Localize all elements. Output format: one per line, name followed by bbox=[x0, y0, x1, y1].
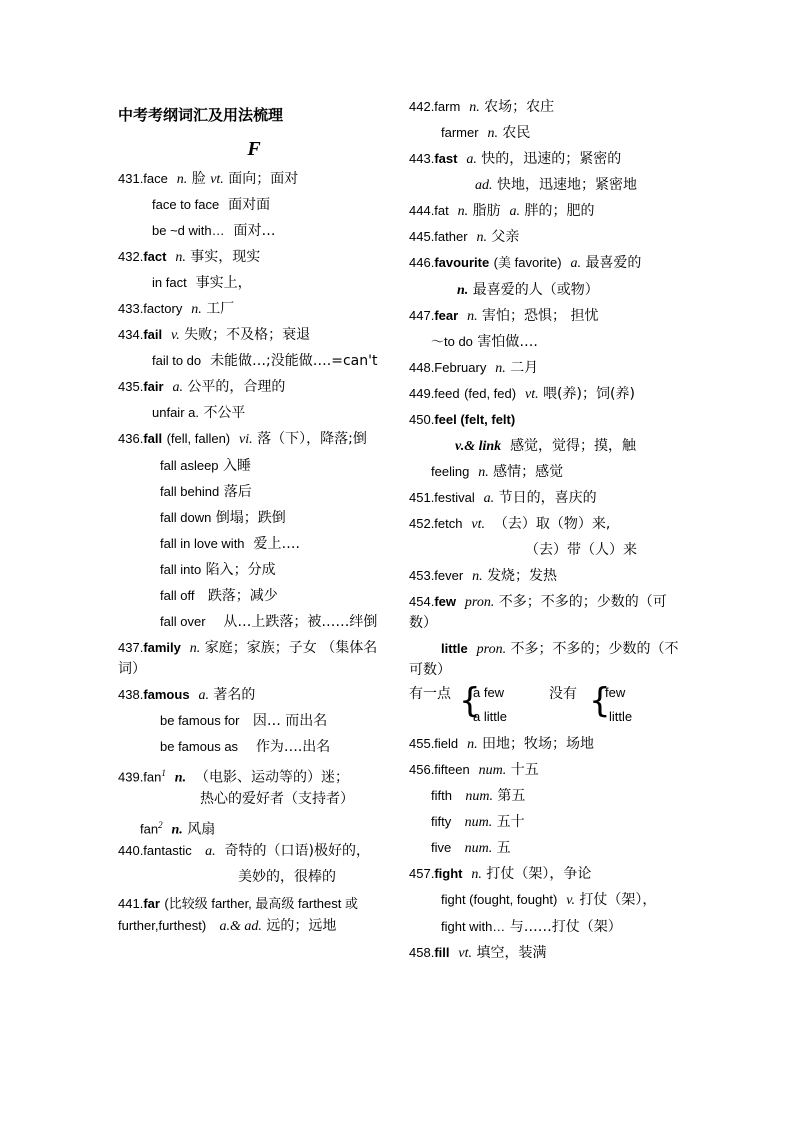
entry-432: 432.fact n. 事实，现实 bbox=[118, 249, 261, 265]
entry-454-sub: little pron. 不多；不多的；少数的（不可数） bbox=[409, 641, 679, 678]
brace-right-icon: { bbox=[589, 681, 611, 721]
entry-450-sub: feeling n. 感情；感觉 bbox=[431, 464, 564, 480]
entry-435: 435.fair a. 公平的，合理的 bbox=[118, 379, 286, 395]
entry-441: 441.far (比较级 farther, 最高级 farthest 或 further,furthest) a.& ad. 远的；远地 bbox=[118, 896, 358, 934]
brace-left-icon: { bbox=[459, 681, 481, 721]
entry-433: 433.factory n. 工厂 bbox=[118, 301, 235, 317]
entry-431-sub: face to face 面对面 bbox=[152, 197, 271, 213]
entry-453: 453.fever n. 发烧；发热 bbox=[409, 568, 558, 584]
entry-456-sub: fifty num. 五十 bbox=[431, 814, 525, 830]
entry-438-sub: be famous as 作为….出名 bbox=[160, 739, 331, 755]
entry-437: 437.family n. 家庭；家族；子女 （集体名词） bbox=[118, 640, 378, 677]
entry-444: 444.fat n. 脂肪 a. 胖的；肥的 bbox=[409, 203, 595, 219]
entry-434: 434.fail v. 失败；不及格；衰退 bbox=[118, 327, 311, 343]
entry-436-sub: fall off 跌落；减少 bbox=[160, 588, 278, 604]
entry-445: 445.father n. 父亲 bbox=[409, 229, 520, 245]
entry-435-sub: unfair a. 不公平 bbox=[152, 405, 246, 421]
entry-442: 442.farm n. 农场；农庄 bbox=[409, 99, 555, 115]
entry-454: 454.few pron. 不多；不多的；少数的（可数） bbox=[409, 594, 667, 631]
entry-436-sub: fall behind 落后 bbox=[160, 484, 252, 500]
entry-436: 436.fall (fell, fallen) vi. 落（下），降落;倒 bbox=[118, 431, 367, 447]
entry-456: 456.fifteen num. 十五 bbox=[409, 762, 539, 778]
entry-449: 449.feed (fed, fed) vt. 喂(养)；饲(养) bbox=[409, 386, 635, 402]
word-a-little: a little bbox=[473, 709, 507, 724]
entry-439-sub: fan$^2$ n. 风扇 bbox=[140, 820, 216, 838]
entry-456-sub: fifth num. 第五 bbox=[431, 788, 526, 804]
entry-436-sub: fall into 陷入；分成 bbox=[160, 562, 276, 578]
entry-448: 448.February n. 二月 bbox=[409, 360, 539, 376]
entry-431-sub: be ~d with… 面对… bbox=[152, 223, 276, 239]
entry-452: 452.fetch vt. （去）取（物）来, bbox=[409, 516, 611, 532]
entry-457-sub: fight with… 与……打仗（架） bbox=[441, 919, 622, 935]
word-few: few bbox=[605, 685, 626, 700]
entry-439-cont: 热心的爱好者（支持者） bbox=[200, 791, 354, 807]
label-none: 没有 bbox=[549, 686, 577, 702]
entry-438-sub: be famous for 因… 而出名 bbox=[160, 713, 328, 729]
section-letter: F bbox=[247, 138, 261, 160]
entry-431: 431.face n. 脸 vt. 面向；面对 bbox=[118, 171, 299, 187]
entry-452-cont: （去）带（人）来 bbox=[525, 542, 637, 558]
entry-443: 443.fast a. 快的，迅速的；紧密的 bbox=[409, 151, 622, 167]
entry-436-sub: fall down 倒塌；跌倒 bbox=[160, 510, 286, 526]
entry-457: 457.fight n. 打仗（架），争论 bbox=[409, 866, 592, 882]
word-little: little bbox=[609, 709, 633, 724]
entry-446-sub: n. 最喜爱的人（或物） bbox=[457, 282, 599, 298]
entry-458: 458.fill vt. 填空，装满 bbox=[409, 945, 547, 961]
entry-438: 438.famous a. 著名的 bbox=[118, 687, 256, 703]
page-title: 中考考纲词汇及用法梳理 bbox=[118, 106, 284, 124]
entry-456-sub: five num. 五 bbox=[431, 840, 511, 856]
few-little-brace-table bbox=[409, 683, 681, 731]
entry-447-sub: ～to do 害怕做…. bbox=[431, 334, 538, 350]
entry-447: 447.fear n. 害怕；恐惧； 担忧 bbox=[409, 308, 599, 324]
entry-436-sub: fall over 从…上跌落；被……绊倒 bbox=[160, 614, 378, 630]
word-a-few: a few bbox=[473, 685, 505, 700]
entry-457-sub: fight (fought, fought) v. 打仗（架）， bbox=[441, 892, 657, 908]
label-some: 有一点 bbox=[409, 686, 451, 702]
entry-440: 440.fantastic a. 奇特的（口语)极好的， bbox=[118, 843, 370, 859]
entry-432-sub: in fact 事实上， bbox=[152, 275, 252, 291]
right-column bbox=[409, 94, 681, 966]
entry-446: 446.favourite (美 favorite) a. 最喜爱的 bbox=[409, 255, 642, 271]
entry-436-sub: fall in love with 爱上…. bbox=[160, 536, 300, 552]
left-column bbox=[118, 94, 390, 940]
entry-442-sub: farmer n. 农民 bbox=[441, 125, 531, 141]
entry-455: 455.field n. 田地；牧场；场地 bbox=[409, 736, 595, 752]
entry-443-sub: ad. 快地，迅速地；紧密地 bbox=[475, 177, 637, 193]
entry-440-cont: 美妙的，很棒的 bbox=[238, 869, 336, 885]
entry-451: 451.festival a. 节日的，喜庆的 bbox=[409, 490, 597, 506]
entry-450: 450.feel (felt, felt) bbox=[409, 412, 516, 427]
entry-434-sub: fail to do 未能做…;没能做….=can't bbox=[152, 353, 378, 369]
entry-439: 439.fan$^1$ n. （电影、运动等的）迷； bbox=[118, 768, 349, 786]
entry-436-sub: fall asleep 入睡 bbox=[160, 458, 251, 474]
entry-450-sub: v.& link 感觉，觉得；摸，触 bbox=[455, 438, 637, 454]
